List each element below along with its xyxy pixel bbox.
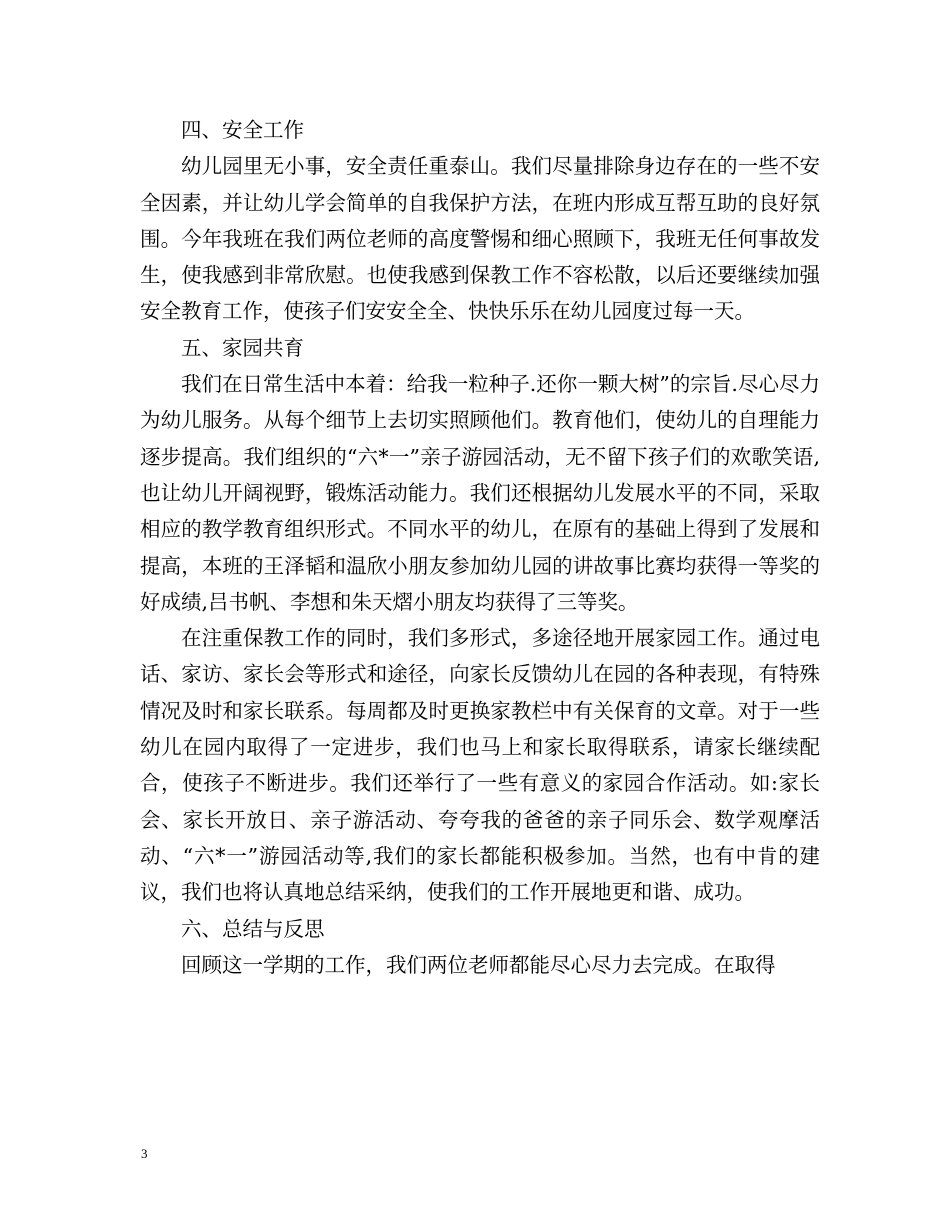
- document-body: [140, 112, 820, 983]
- paragraph-home-school-1: 我们在日常生活中本着：给我一粒种子.还你一颗大树”的宗旨.尽心尽力为幼儿服务。从每个细节上去切实照顾他们。教育他们，使幼儿的自理能力逐步提高。我们组织的“六*一”亲子游园活动，无不留下孩子们的欢歌笑语,也让幼儿开阔视野，锻炼活动能力。我们还根据幼儿发展水平的不同，采取相应的教学教育组织形式。不同水平的幼儿，在原有的基础上得到了发展和提高，本班的王泽韬和温欣小朋友参加幼儿园的讲故事比赛均获得一等奖的好成绩,吕书帆、李想和朱天熠小朋友均获得了三等奖。: [140, 372, 820, 614]
- page-number: 3: [141, 1146, 148, 1161]
- section-heading-safety: 四、安全工作: [181, 118, 304, 142]
- paragraph-summary: 回顾这一学期的工作，我们两位老师都能尽心尽力去完成。在取得: [181, 952, 776, 977]
- paragraph-home-school-2: 在注重保教工作的同时，我们多形式，多途径地开展家园工作。通过电话、家访、家长会等形式和途径，向家长反馈幼儿在园的各种表现，有特殊情况及时和家长联系。每周都及时更换家教栏中有关保育的文章。对于一些幼儿在园内取得了一定进步，我们也马上和家长取得联系，请家长继续配合，使孩子不断进步。我们还举行了一些有意义的家园合作活动。如:家长会、家长开放日、亲子游活动、夸夸我的爸爸的亲子同乐会、数学观摩活动、“六*一”游园活动等,我们的家长都能积极参加。当然，也有中肯的建议，我们也将认真地总结采纳，使我们的工作开展地更和谐、成功。: [140, 626, 820, 905]
- section-heading-summary: 六、总结与反思: [181, 916, 325, 941]
- paragraph-safety: 幼儿园里无小事，安全责任重泰山。我们尽量排除身边存在的一些不安全因素，并让幼儿学会简单的自我保护方法，在班内形成互帮互助的良好氛围。今年我班在我们两位老师的高度警惕和细心照顾下，我班无任何事故发生，使我感到非常欣慰。也使我感到保教工作不容松散，以后还要继续加强安全教育工作，使孩子们安安全全、快快乐乐在幼儿园度过每一天。: [140, 154, 820, 324]
- section-heading-home-school: 五、家园共育: [181, 335, 304, 360]
